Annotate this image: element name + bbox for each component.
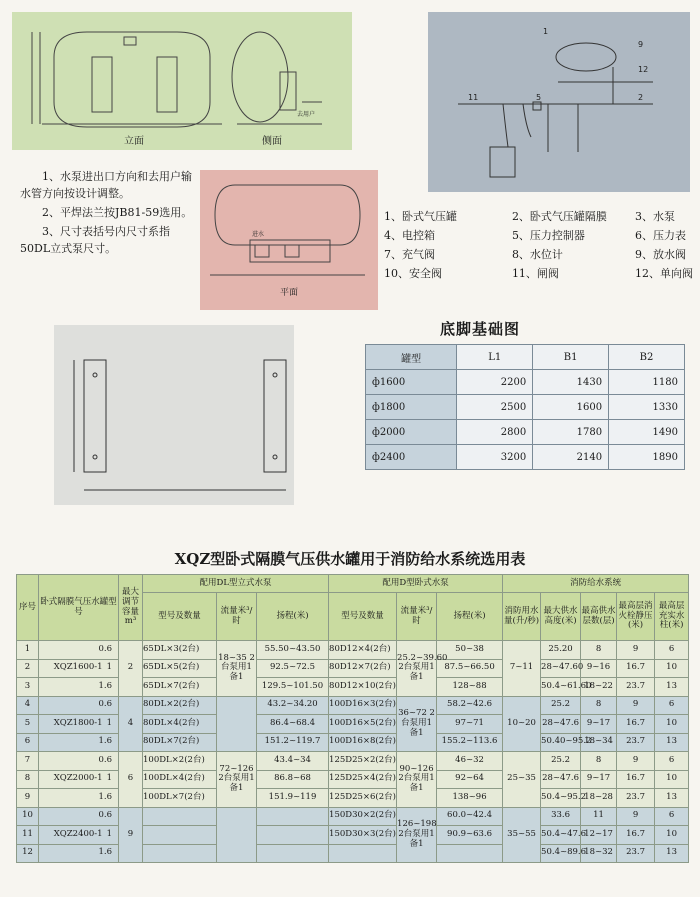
table-cell: 58.2~42.6 [437,696,503,715]
elevation-label: 立面 [124,136,144,147]
table-cell: 6 [655,696,689,715]
table-cell: 1490 [609,420,685,445]
table-cell: 125D25×2(2台) [329,752,397,771]
tank-model: XQZ2000-1 [53,773,103,784]
table-cell: 50~38 [437,641,503,660]
table-cell: 155.2~113.6 [437,733,503,752]
table-cell: 92.5~72.5 [257,659,329,678]
table-cell: 1780 [533,420,609,445]
table-cell: 23.7 [617,733,655,752]
legend-item: 3、水泵 [634,209,675,223]
table-cell: 72~126 2台泵用1备1 [217,752,257,808]
table-cell: 43.4~34 [257,752,329,771]
table-cell: 8 [17,770,39,789]
table-cell: 18~32 [581,844,617,863]
feed-label: 进水 [252,231,265,238]
table-cell: 10 [655,826,689,845]
table-cell: 4 [119,696,143,752]
table-cell: 10 [17,807,39,826]
table-cell: 151.9~119 [257,789,329,808]
legend-item: 4、电控箱 [384,228,435,242]
table-row [17,659,689,678]
table-cell: 28~47.60 [541,659,581,678]
header-cell: 最高供水层数(层) [581,593,617,641]
table-cell: 97~71 [437,715,503,734]
table-cell: 2800 [457,420,533,445]
table-cell: 6 [17,733,39,752]
table-cell: 100D16×5(2台) [329,715,397,734]
table-cell: 80DL×7(2台) [143,733,217,752]
legend-item: 10、安全阀 [384,266,442,280]
table-cell: 2 [119,641,143,697]
svg-text:11: 11 [468,93,479,102]
legend-item: 5、压力控制器 [511,228,585,242]
table-cell: 90.9~63.6 [437,826,503,845]
foundation-table [365,344,685,470]
table-cell: 11 [17,826,39,845]
table-cell: 6 [655,807,689,826]
table-cell: 138~96 [437,789,503,808]
table-cell: 6 [655,641,689,660]
table-cell: 0.6 [39,807,119,826]
table-cell: 9 [617,752,655,771]
table-cell: 6 [655,752,689,771]
schematic-svg [428,12,690,192]
table-cell: 6 [119,752,143,808]
legend-item: 12、单向阀 [634,266,693,280]
table-cell: 125D25×6(2台) [329,789,397,808]
table-cell: 100DL×4(2台) [143,770,217,789]
table-cell: 23.7 [617,789,655,808]
legend-item: 7、充气阀 [384,247,435,261]
table-cell: 25.2 [541,696,581,715]
table-cell: 125D25×4(2台) [329,770,397,789]
table-cell: 10 [655,659,689,678]
header-cell: 消防给水系统 [503,575,689,593]
table-header-row [366,345,685,370]
table-cell: 65DL×5(2台) [143,659,217,678]
header-cell: B2 [609,345,685,370]
table-row [17,807,689,826]
table-cell: 92~64 [437,770,503,789]
table-cell [257,807,329,826]
header-cell: 最高层充实水柱(米) [655,593,689,641]
header-cell: 卧式隔膜气压水罐型号 [39,575,119,641]
header-cell: 型号及数量 [143,593,217,641]
note-1: 1、水泵进出口方向和去用户输水管方向按设计调整。 [20,170,192,200]
table-cell: 8 [581,752,617,771]
table-cell: 1.6 [39,678,119,697]
table-row [366,420,685,445]
to-user-label: 去用户 [297,111,316,118]
table-cell [39,659,119,678]
table-cell [39,770,119,789]
table-cell: 100DL×2(2台) [143,752,217,771]
table-cell [217,696,257,752]
table-cell: 2500 [457,395,533,420]
table-cell: 28~47.6 [541,715,581,734]
note-3: 3、尺寸表括号内尺寸系指50DL立式泵尺寸。 [20,225,170,255]
selection-title: XQZ型卧式隔膜气压供水罐用于消防给水系统选用表 [174,550,526,568]
table-cell: 7~11 [503,641,541,697]
table-cell: 8 [581,641,617,660]
table-cell: 1.6 [39,789,119,808]
side-label: 侧面 [262,136,282,147]
header-cell: 最高层消火栓静压(米) [617,593,655,641]
table-cell: 87.5~66.50 [437,659,503,678]
table-cell: 25.2~39.60 2台泵用1备1 [397,641,437,697]
table-cell: 50.4~47.6 [541,826,581,845]
table-cell: 100D16×3(2台) [329,696,397,715]
table-cell [39,826,119,845]
table-cell: 80D12×7(2台) [329,659,397,678]
table-cell: 12~17 [581,826,617,845]
system-schematic [428,12,690,192]
table-cell: 150D30×2(2台) [329,807,397,826]
table-cell: ф1800 [366,395,457,420]
tank-model: XQZ1600-1 [53,662,103,673]
table-cell: 28~47.6 [541,770,581,789]
table-cell: 2140 [533,445,609,470]
legend-row [384,263,694,282]
table-cell: 10 [655,770,689,789]
table-cell: ф1600 [366,370,457,395]
table-cell: 128~88 [437,678,503,697]
table-cell: 150D30×3(2台) [329,826,397,845]
legend-item: 2、卧式气压罐隔膜 [511,209,607,223]
table-cell: 0.6 [39,641,119,660]
header-cell: B1 [533,345,609,370]
table-row [366,370,685,395]
table-cell: 55.50~43.50 [257,641,329,660]
note-2: 2、平焊法兰按JB81-59选用。 [42,206,193,219]
table-cell: 18~35 2台泵用1备1 [217,641,257,697]
table-cell: 65DL×7(2台) [143,678,217,697]
table-cell: 8 [581,696,617,715]
table-cell: 1600 [533,395,609,420]
table-cell: 16.7 [617,770,655,789]
table-cell: 25.2 [541,752,581,771]
table-cell: 0.6 [39,696,119,715]
table-cell: 50.4~95.2 [541,789,581,808]
table-cell: 18~34 [581,733,617,752]
table-cell: 12 [17,844,39,863]
table-cell [257,826,329,845]
table-row [17,733,689,752]
svg-text:5: 5 [536,93,542,102]
legend-item: 1、卧式气压罐 [384,209,457,223]
header-cell: 流量米³/时 [217,593,257,641]
table-cell [143,807,217,826]
pressure-value: 1 [106,662,112,673]
legend-item: 11、闸阀 [511,266,559,280]
table-row [366,445,685,470]
tank-model: XQZ1800-1 [53,717,103,728]
table-cell: 25~35 [503,752,541,808]
table-cell: 33.6 [541,807,581,826]
table-cell: 46~32 [437,752,503,771]
table-cell: 50.4~89.6 [541,844,581,863]
table-cell: 1430 [533,370,609,395]
table-cell: ф2000 [366,420,457,445]
table-cell: 100D16×8(2台) [329,733,397,752]
header-cell: 最大调节容量m³ [119,575,143,641]
table-cell: 80D12×10(2台) [329,678,397,697]
table-cell: 80D12×4(2台) [329,641,397,660]
table-cell: 3 [17,678,39,697]
table-row [17,770,689,789]
pressure-value: 1 [106,828,112,839]
table-cell: 100DL×7(2台) [143,789,217,808]
table-cell: 151.2~119.7 [257,733,329,752]
table-cell: 13 [655,733,689,752]
legend-item: 6、压力表 [634,228,686,242]
pressure-value: 1 [106,773,112,784]
pressure-value: 1 [106,717,112,728]
table-cell: 1330 [609,395,685,420]
table-cell: 2200 [457,370,533,395]
tank-model: XQZ2400-1 [53,828,103,839]
table-cell: 9 [617,641,655,660]
table-cell: 18~22 [581,678,617,697]
header-cell: L1 [457,345,533,370]
foundation-svg [54,325,294,505]
table-cell: 1.6 [39,733,119,752]
table-cell: 16.7 [617,715,655,734]
table-cell: 129.5~101.50 [257,678,329,697]
table-row [17,826,689,845]
table-row [17,641,689,660]
table-cell: 80DL×2(2台) [143,696,217,715]
table-cell: 9 [119,807,143,863]
table-cell: 18~28 [581,789,617,808]
table-row [17,696,689,715]
table-cell: 10~20 [503,696,541,752]
legend-row [384,206,694,225]
table-cell: 13 [655,789,689,808]
plan-svg [200,170,378,310]
header-cell: 型号及数量 [329,593,397,641]
selection-table [16,574,689,863]
parts-legend [384,206,694,282]
table-cell [257,844,329,863]
table-cell: 35~55 [503,807,541,863]
header-cell: 序号 [17,575,39,641]
legend-item: 8、水位计 [511,247,563,261]
table-cell: 11 [581,807,617,826]
table-cell: 60.0~42.4 [437,807,503,826]
header-cell: 最大供水高度(米) [541,593,581,641]
table-cell: 0.6 [39,752,119,771]
header-cell: 消防用水量(升/秒) [503,593,541,641]
table-cell: 3200 [457,445,533,470]
table-row [17,752,689,771]
table-cell: 1890 [609,445,685,470]
table-cell: 23.7 [617,844,655,863]
svg-text:9: 9 [638,40,644,49]
table-cell: 1 [17,641,39,660]
table-cell: 13 [655,844,689,863]
table-cell: 126~198 2台泵用1备1 [397,807,437,863]
table-cell [143,826,217,845]
legend-item: 9、放水阀 [634,247,686,261]
table-cell: 13 [655,678,689,697]
header-cell: 罐型 [366,345,457,370]
legend-row [384,244,694,263]
header-cell: 配用DL型立式水泵 [143,575,329,593]
header-cell: 扬程(米) [257,593,329,641]
table-row [17,715,689,734]
table-cell: 4 [17,696,39,715]
table-row [17,789,689,808]
table-cell [217,807,257,863]
table-cell: 50.4~61.60 [541,678,581,697]
header-cell: 扬程(米) [437,593,503,641]
table-row [17,844,689,863]
header-cell: 流量米³/时 [397,593,437,641]
table-cell [437,844,503,863]
tank-elevation-svg [12,12,352,150]
table-cell: 9 [617,807,655,826]
table-cell: 43.2~34.20 [257,696,329,715]
plan-label: 平面 [280,288,299,298]
table-cell: 1180 [609,370,685,395]
table-row [17,678,689,697]
table-cell: ф2400 [366,445,457,470]
table-cell: 16.7 [617,659,655,678]
table-cell: 36~72 2台泵用1备1 [397,696,437,752]
table-cell: 9~17 [581,770,617,789]
table-cell: 86.8~68 [257,770,329,789]
table-cell: 2 [17,659,39,678]
table-cell [329,844,397,863]
table-cell: 23.7 [617,678,655,697]
table-cell: 50.40~95.2 [541,733,581,752]
table-cell: 5 [17,715,39,734]
plan-drawing [200,170,378,310]
header-cell: 配用D型卧式水泵 [329,575,503,593]
foundation-title: 底脚基础图 [440,320,521,338]
legend-row [384,225,694,244]
table-cell: 10 [655,715,689,734]
table-cell: 86.4~68.4 [257,715,329,734]
table-cell: 90~126 2台泵用1备1 [397,752,437,808]
table-cell: 1.6 [39,844,119,863]
elevation-drawing [12,12,352,150]
table-cell: 9~16 [581,659,617,678]
table-cell: 7 [17,752,39,771]
svg-text:1: 1 [543,27,549,36]
table-cell: 65DL×3(2台) [143,641,217,660]
table-row [366,395,685,420]
svg-text:12: 12 [638,65,649,74]
table-cell: 9~17 [581,715,617,734]
svg-text:2: 2 [638,93,644,102]
table-cell: 25.20 [541,641,581,660]
table-cell [39,715,119,734]
table-cell: 16.7 [617,826,655,845]
table-cell [143,844,217,863]
table-cell: 80DL×4(2台) [143,715,217,734]
table-cell: 9 [617,696,655,715]
table-header-row [17,575,689,593]
design-notes [20,168,198,259]
table-cell: 9 [17,789,39,808]
foundation-drawing [54,325,294,505]
